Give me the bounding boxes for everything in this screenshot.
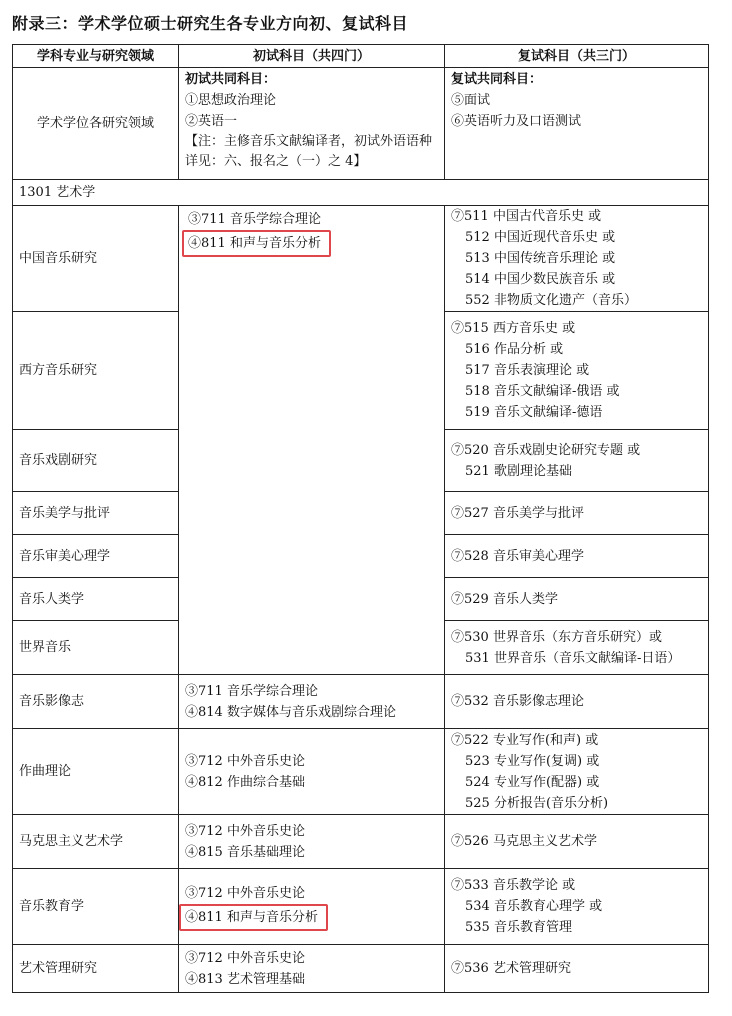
initial-subject: ③711 音乐学综合理论 bbox=[188, 212, 321, 227]
header-field: 学科专业与研究领域 bbox=[13, 45, 179, 68]
initial-cell-shared bbox=[179, 206, 445, 675]
initial-subject: ④813 艺术管理基础 bbox=[185, 971, 305, 987]
table-row bbox=[13, 675, 709, 729]
retest-subject: ⑦526 马克思主义艺术学 bbox=[451, 834, 597, 849]
retest-subject: 521 歌剧理论基础 bbox=[465, 463, 572, 479]
header-retest: 复试科目（共三门） bbox=[445, 45, 709, 68]
table-row bbox=[13, 206, 709, 312]
common-initial bbox=[179, 68, 445, 180]
initial-subject: ④812 作曲综合基础 bbox=[185, 774, 305, 790]
table-header-row bbox=[13, 45, 709, 68]
retest-cell bbox=[445, 535, 709, 578]
initial-subject: ③711 音乐学综合理论 bbox=[185, 683, 318, 699]
retest-cell bbox=[445, 675, 709, 729]
field-cell: 音乐人类学 bbox=[13, 578, 179, 621]
retest-subject: ⑦532 音乐影像志理论 bbox=[451, 694, 584, 709]
retest-cell bbox=[445, 578, 709, 621]
section-row bbox=[13, 180, 709, 206]
common-field: 学术学位各研究领域 bbox=[13, 68, 179, 180]
initial-subject: ④814 数字媒体与音乐戏剧综合理论 bbox=[185, 704, 396, 720]
highlighted-subject: ④811 和声与音乐分析 bbox=[182, 230, 331, 257]
retest-subject: ⑦529 音乐人类学 bbox=[451, 591, 558, 607]
field-cell: 西方音乐研究 bbox=[13, 312, 179, 430]
table-row bbox=[13, 869, 709, 945]
initial-subject: ④815 音乐基础理论 bbox=[185, 844, 305, 860]
retest-subject: 524 专业写作(配器) 或 bbox=[465, 774, 600, 790]
initial-subject: ③712 中外音乐史论 bbox=[185, 823, 305, 839]
retest-subject: 518 音乐文献编译-俄语 或 bbox=[465, 384, 620, 399]
retest-subject: ⑦528 音乐审美心理学 bbox=[451, 548, 584, 564]
initial-cell bbox=[179, 729, 445, 815]
common-row bbox=[13, 68, 709, 180]
retest-cell bbox=[445, 815, 709, 869]
initial-cell bbox=[179, 815, 445, 869]
common-retest-item: ⑥英语听力及口语测试 bbox=[451, 114, 582, 129]
field-cell: 世界音乐 bbox=[13, 621, 179, 675]
common-initial-item: ②英语一 bbox=[185, 114, 238, 129]
common-initial-title: 初试共同科目： bbox=[185, 72, 277, 87]
common-retest-item: ⑤面试 bbox=[451, 93, 491, 108]
common-initial-note: 【注：主修音乐文献编译者，初试外语语种详见：六、报名之（一）之 4】 bbox=[185, 134, 433, 169]
retest-subject: 531 世界音乐（音乐文献编译-日语） bbox=[465, 650, 681, 666]
retest-subject: ⑦522 专业写作(和声) 或 bbox=[451, 732, 599, 748]
field-cell: 马克思主义艺术学 bbox=[13, 815, 179, 869]
field-cell: 艺术管理研究 bbox=[13, 945, 179, 993]
initial-cell bbox=[179, 675, 445, 729]
retest-subject: 513 中国传统音乐理论 或 bbox=[465, 251, 616, 266]
field-cell: 作曲理论 bbox=[13, 729, 179, 815]
initial-subject: ③712 中外音乐史论 bbox=[185, 885, 305, 901]
retest-subject: ⑦520 音乐戏剧史论研究专题 或 bbox=[451, 442, 641, 458]
initial-subject: ③712 中外音乐史论 bbox=[185, 753, 305, 769]
field-cell: 音乐影像志 bbox=[13, 675, 179, 729]
table-row bbox=[13, 729, 709, 815]
common-initial-item: ①思想政治理论 bbox=[185, 93, 277, 108]
retest-subject: ⑦533 音乐教学论 或 bbox=[451, 878, 576, 893]
field-cell: 音乐戏剧研究 bbox=[13, 430, 179, 492]
retest-subject: 512 中国近现代音乐史 或 bbox=[465, 230, 616, 245]
common-retest-title: 复试共同科目： bbox=[451, 72, 543, 87]
retest-cell bbox=[445, 430, 709, 492]
retest-subject: 525 分析报告(音乐分析) bbox=[465, 795, 609, 811]
retest-cell bbox=[445, 729, 709, 815]
header-initial: 初试科目（共四门） bbox=[179, 45, 445, 68]
field-cell: 中国音乐研究 bbox=[13, 206, 179, 312]
table-row bbox=[13, 945, 709, 993]
retest-cell bbox=[445, 492, 709, 535]
retest-cell bbox=[445, 206, 709, 312]
highlighted-subject: ④811 和声与音乐分析 bbox=[179, 904, 328, 931]
retest-subject: 519 音乐文献编译-德语 bbox=[465, 405, 603, 420]
retest-subject: ⑦536 艺术管理研究 bbox=[451, 961, 571, 976]
initial-cell bbox=[179, 869, 445, 945]
retest-subject: 534 音乐教育心理学 或 bbox=[465, 899, 603, 914]
field-cell: 音乐审美心理学 bbox=[13, 535, 179, 578]
retest-subject: ⑦527 音乐美学与批评 bbox=[451, 505, 584, 521]
field-cell: 音乐美学与批评 bbox=[13, 492, 179, 535]
retest-cell bbox=[445, 312, 709, 430]
retest-cell bbox=[445, 621, 709, 675]
initial-subject: ③712 中外音乐史论 bbox=[185, 950, 305, 966]
retest-subject: 552 非物质文化遗产（音乐） bbox=[465, 293, 637, 308]
retest-subject: 523 专业写作(复调) 或 bbox=[465, 753, 600, 769]
retest-cell bbox=[445, 869, 709, 945]
table-row bbox=[13, 815, 709, 869]
retest-subject: ⑦530 世界音乐（东方音乐研究）或 bbox=[451, 629, 662, 645]
initial-cell bbox=[179, 945, 445, 993]
retest-subject: ⑦511 中国古代音乐史 或 bbox=[451, 209, 602, 224]
page-title: 附录三：学术学位硕士研究生各专业方向初、复试科目 bbox=[12, 14, 409, 33]
retest-subject: ⑦515 西方音乐史 或 bbox=[451, 321, 576, 336]
retest-subject: 517 音乐表演理论 或 bbox=[465, 363, 590, 378]
field-cell: 音乐教育学 bbox=[13, 869, 179, 945]
section-label: 1301 艺术学 bbox=[13, 180, 709, 206]
retest-subject: 514 中国少数民族音乐 或 bbox=[465, 272, 616, 287]
retest-subject: 516 作品分析 或 bbox=[465, 342, 564, 357]
retest-subject: 535 音乐教育管理 bbox=[465, 920, 572, 935]
subjects-table bbox=[12, 44, 709, 993]
common-retest bbox=[445, 68, 709, 180]
retest-cell bbox=[445, 945, 709, 993]
